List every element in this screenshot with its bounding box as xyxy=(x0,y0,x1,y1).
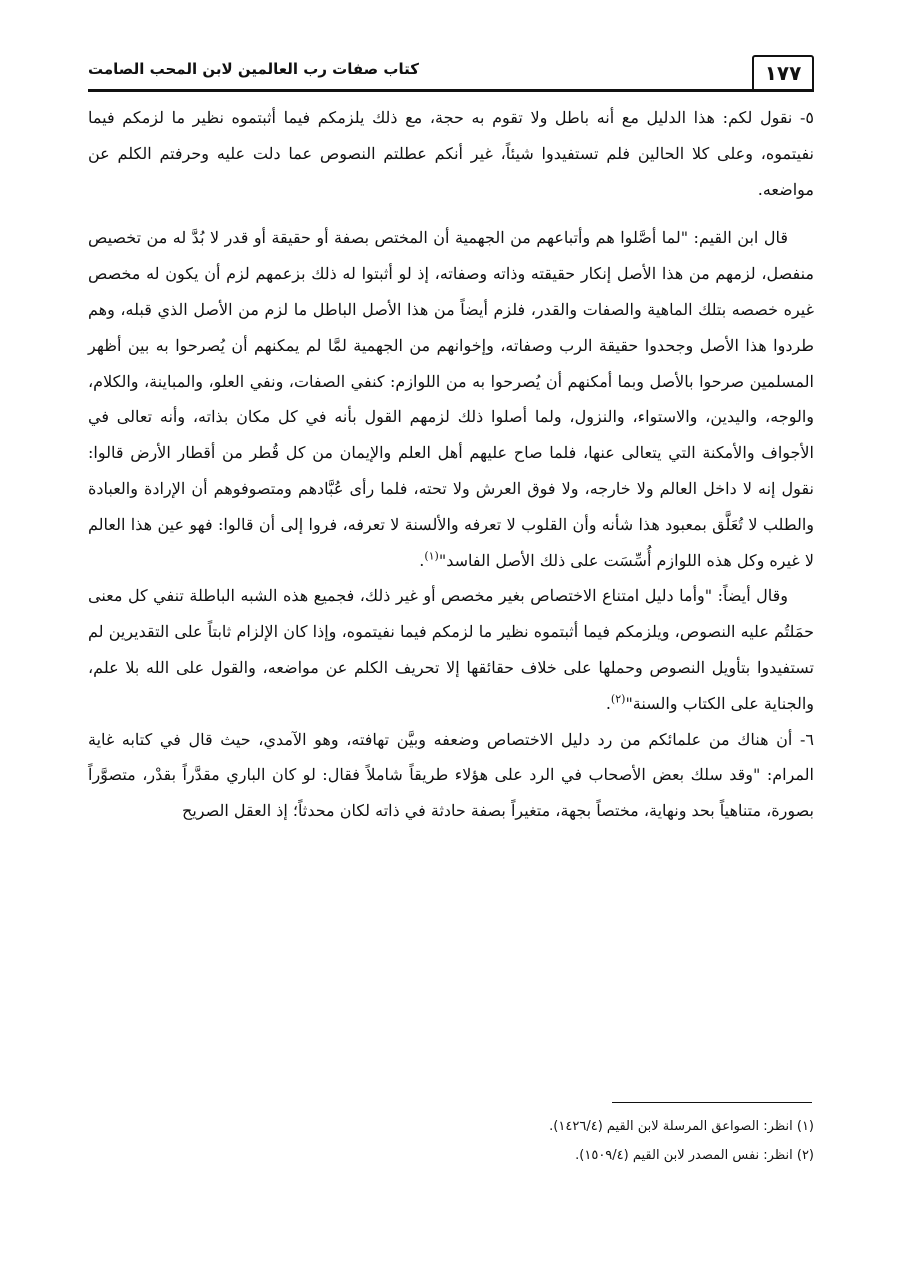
quote-text: وقال أيضاً: "وأما دليل امتناع الاختصاص بغير مخصص أو غير ذلك، فجميع هذه الشبه الباطلة تنفي كل معنى حمَلتُم عليه النصوص، ويلزمكم فيما أثبتموه نظير ما لزمكم فيما نفيتموه، وإذا كان الإلزام ثابتاً على التقديرين لم تستفيدوا بتأويل النصوص وحملها على خلاف حقائقها إلا تحريف الكلم عن مواضعه، والقول على الله بلا علم، والجناية على الكتاب والسنة" xyxy=(88,586,814,713)
footnote-ref-2: (٢) xyxy=(610,692,626,706)
page-number: ١٧٧ xyxy=(752,55,814,92)
footnote-2: (٢) انظر: نفس المصدر لابن القيم (١٥٠٩/٤). xyxy=(575,1148,814,1163)
paragraph-point-5: ٥- نقول لكم: هذا الدليل مع أنه باطل ولا تقوم به حجة، مع ذلك يلزمكم فيما أثبتموه نظير ما لزمكم فيما نفيتموه، وعلى كلا الحالين فلم تستفيدوا شيئاً، غير أنكم عطلتم النصوص عما دلت عليه وحرفتم الكلم عن مواضعه. xyxy=(88,108,814,199)
quote-text: قال ابن القيم: "لما أصَّلوا هم وأتباعهم من الجهمية أن المختص بصفة أو حقيقة أو قدر لا بُدَّ له من تخصيص منفصل، لزمهم من هذا الأصل إنكار حقيقته وذاته وصفاته، إذ لو أثبتوا له ذلك بزعمهم لزم أن يكون له مخصص غيره خصصه بتلك الماهية والصفات والقدر، فلزم أيضاً من هذا الأصل الباطل ما لزم من الأصل الذي قبله، وهم طردوا هذا الأصل وجحدوا حقيقة الرب وصفاته، وإخوانهم من الجهمية لمَّا لم يمكنهم أن يُصرحوا به بين أظهر المسلمين صرحوا بالأصل وبما أمكنهم أن يُصرحوا به من اللوازم: كنفي الصفات، ونفي العلو، والمباينة، والكلام، والوجه، واليدين، والاستواء، والنزول، ولما أصلوا ذلك لزمهم القول بأنه في كل مكان بذاته، وأنه تعالى في الأجواف والأمكنة التي يتعالى عنها، فلما صاح عليهم أهل العلم والإيمان من كل قُطر من أقطار الأرض قالوا: نقول إنه لا داخل العالم ولا خارجه، ولا فوق العرش ولا تحته، فلما رأى عُبَّادهم ومتصوفوهم أن الإرادة والعبادة والطلب لا تُعَلَّق بمعبود هذا شأنه وأن القلوب لا تعرفه والألسنة لا تعرفه، فروا إلى أن قالوا: فهو عين هذا العالم لا غيره وكل هذه اللوازم أُسِّسَت على ذلك الأصل الفاسد" xyxy=(88,228,815,570)
footnote-1: (١) انظر: الصواعق المرسلة لابن القيم (١٤٢٦/٤). xyxy=(549,1119,814,1134)
running-title: كتاب صفات رب العالمين لابن المحب الصامت xyxy=(88,60,419,78)
paragraph-point-6: ٦- أن هناك من علمائكم من رد دليل الاختصاص وضعفه وبيَّن تهافته، وهو الآمدي، حيث قال في كتابه غاية المرام: "وقد سلك بعض الأصحاب في الرد على هؤلاء طريقاً شاملاً فقال: لو كان الباري مقدَّراً بقدْر، متصوَّراً بصورة، متناهياً بحد ونهاية، مختصاً بجهة، متغيراً بصفة حادثة في ذاته لكان محدثاً؛ إذ العقل الصريح xyxy=(88,729,815,821)
page-header xyxy=(88,55,814,92)
footnote-divider xyxy=(612,1102,812,1103)
header-divider xyxy=(88,89,814,92)
paragraph-ibn-qayyim-quote: قال ابن القيم: "لما أصَّلوا هم وأتباعهم من الجهمية أن المختص بصفة أو حقيقة أو قدر لا بُدَّ له من تخصيص منفصل، لزمهم من هذا الأصل إنكار حقيقته وذاته وصفاته، إذ لو أثبتوا له ذلك بزعمهم لزم أن يكون له مخصص غيره خصصه بتلك الماهية والصفات والقدر، فلزم أيضاً من هذا الأصل الباطل ما لزم من الأصل الذي قبله، وهم طردوا هذا الأصل وجحدوا حقيقة الرب وصفاته، وإخوانهم من الجهمية لمَّا لم يمكنهم أن يُصرحوا به بين أظهر المسلمين صرحوا بالأصل وبما أمكنهم أن يُصرحوا به من اللوازم: كنفي الصفات، ونفي العلو، والمباينة، والكلام، والوجه، واليدين، والاستواء، والنزول، ولما أصلوا ذلك لزمهم القول بأنه في كل مكان بذاته، وأنه تعالى في الأجواف والأمكنة التي يتعالى عنها، فلما صاح عليهم أهل العلم والإيمان من كل قُطر من أقطار الأرض قالوا: نقول إنه لا داخل العالم ولا خارجه، ولا فوق العرش ولا تحته، فلما رأى عُبَّادهم ومتصوفوهم أن الإرادة والعبادة والطلب لا تُعَلَّق بمعبود هذا شأنه وأن القلوب لا تعرفه والألسنة لا تعرفه، فروا إلى أن قالوا: فهو عين هذا العالم لا غيره وكل هذه اللوازم أُسِّسَت على ذلك الأصل الفاسد"$^{(١)}$. xyxy=(88,228,815,570)
paragraph-second-quote: وقال أيضاً: "وأما دليل امتناع الاختصاص بغير مخصص أو غير ذلك، فجميع هذه الشبه الباطلة تنفي كل معنى حمَلتُم عليه النصوص، ويلزمكم فيما أثبتموه نظير ما لزمكم فيما نفيتموه، وإذا كان الإلزام ثابتاً على التقديرين لم تستفيدوا بتأويل النصوص وحملها على خلاف حقائقها إلا تحريف الكلم عن مواضعه، والقول على الله بلا علم، والجناية على الكتاب والسنة"$^{(٢)}$. xyxy=(88,586,814,713)
footnotes xyxy=(88,1112,814,1170)
main-text xyxy=(88,100,814,829)
footnote-ref-1: (١) xyxy=(424,549,439,563)
